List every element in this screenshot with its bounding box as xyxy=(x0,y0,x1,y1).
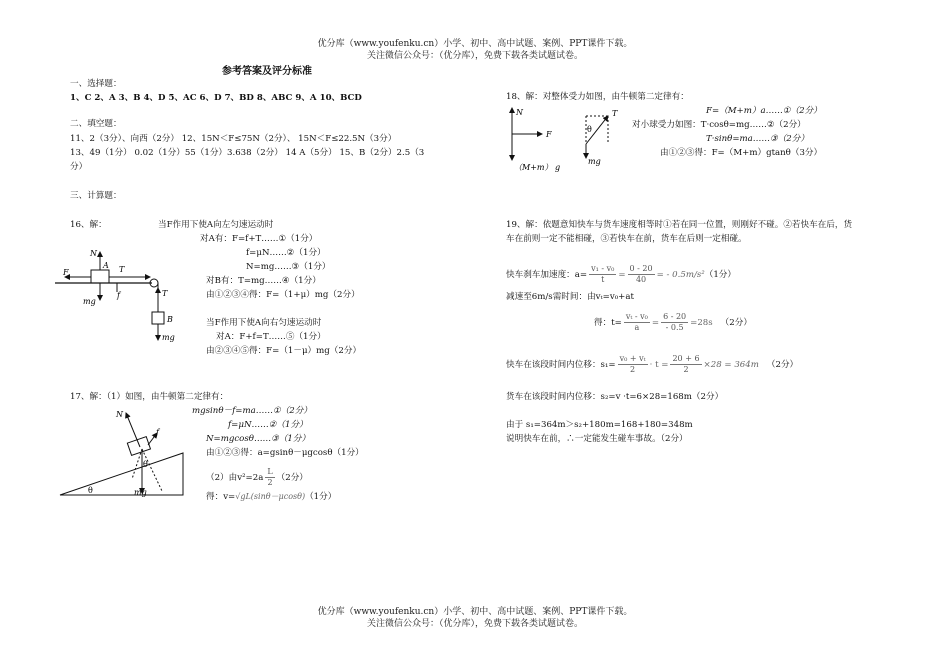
normal-arrow-17 xyxy=(126,413,140,447)
q17-line4: 由①②③得：a=gsinθ－μgcosθ（1分） xyxy=(206,448,364,458)
label-f-force: F xyxy=(63,268,69,277)
q19-accel-end: （1分） xyxy=(704,270,736,280)
q19-accel-start: 快车刹车加速度：a= xyxy=(506,270,588,280)
header-line-2: 关注微信公众号：（优分库），免费下载各类试题试卷。 xyxy=(366,51,583,61)
q17-line3: N=mgcosθ……③（1分） xyxy=(206,434,311,444)
q19-time-frac1-num: vₜ - v₀ xyxy=(625,312,648,321)
q19-accel-eq: = xyxy=(618,270,626,280)
q18-line3: T·sinθ=ma……③（2分） xyxy=(706,134,809,144)
q19-accel-frac2 xyxy=(628,264,655,285)
q19-s1-end: （2分） xyxy=(766,360,799,370)
dashed-component xyxy=(142,449,162,491)
q17-frac-den: 2 xyxy=(267,478,273,487)
footer-line-2: 关注微信公众号：（优分库），免费下载各类试题试卷。 xyxy=(366,619,583,629)
label-t: T xyxy=(119,265,125,274)
q19-conclusion: 说明快车在前，∴一定能发生碰车事故。（2分） xyxy=(506,434,688,444)
q19-time-eq: = xyxy=(651,318,660,328)
section2-line3: 分） xyxy=(70,162,88,172)
q19-s1-frac1-den: 2 xyxy=(630,365,636,374)
q19-accel xyxy=(506,264,736,285)
q17-line1: mgsinθ－f=ma……①（2分） xyxy=(192,406,312,416)
q16-label: 16、解： xyxy=(70,220,107,230)
q17-sqrt-expr: √gL(sinθ－μcosθ) xyxy=(235,492,306,501)
q19-time-result: =28s xyxy=(690,318,713,328)
q19-accel-frac1-num: v₁ - v₀ xyxy=(591,264,615,273)
section3-heading: 三、计算题： xyxy=(70,191,122,201)
block-on-incline xyxy=(127,437,150,456)
block-b xyxy=(152,312,164,324)
q17-line6-start: 得：v= xyxy=(206,492,236,502)
q16-line1: 当F作用下使A向左匀速运动时 xyxy=(158,220,274,230)
q19-time-frac2-num: 6 - 20 xyxy=(663,312,687,321)
q18-force-diagram xyxy=(500,102,635,174)
section2-line2: 13、49（1分） 0.02（1分）55（1分）3.638（2分） 14 A（5分） 15、B（2分）2.5（3 xyxy=(70,148,425,158)
q16-line9: 由②③④⑤得：F=（1－μ）mg（2分） xyxy=(206,346,362,356)
q19-s1-frac1 xyxy=(618,354,648,375)
label-mg: mg xyxy=(83,297,96,306)
q17-incline-diagram xyxy=(58,405,188,500)
q19-time-frac1 xyxy=(624,312,650,333)
q17-line6-end: （1分） xyxy=(305,492,337,502)
q19-line1: 19、解：依题意知快车与货车速度相等时①若在同一位置，则刚好不碰。②若快车在后，货 xyxy=(506,220,853,230)
block-a xyxy=(91,270,109,283)
q17-line6 xyxy=(206,492,336,503)
q18-label: 18、解：对整体受力如图，由牛顿第二定律有： xyxy=(506,92,689,102)
q19-accel-result: = - 0.5m/s² xyxy=(656,270,705,280)
q19-s1 xyxy=(506,354,798,375)
label-n: N xyxy=(90,249,97,258)
q19-line2: 车在前则一定不能相碰，③若快车在前，货车在后则一定相碰。 xyxy=(506,234,747,244)
q19-time-frac2 xyxy=(661,312,688,333)
q19-time-frac1-den: a xyxy=(634,323,640,332)
q19-s1-frac2-num: 20 + 6 xyxy=(672,354,700,363)
q17-line5-start: （2）由v²=2a xyxy=(206,473,264,483)
q17-line5 xyxy=(206,467,308,488)
q19-accel-frac1 xyxy=(589,264,616,285)
q16-line2: 对A有：F=f+T……①（1分） xyxy=(200,234,318,244)
label-theta-base: θ xyxy=(88,486,93,495)
q19-accel-frac1-den: t xyxy=(601,275,605,284)
q19-s1-start: 快车在该段时间内位移：s₁= xyxy=(506,360,616,370)
header-line-1: 优分库（www.youfenku.cn）小学、初中、高中试题、案例、PPT课件下载。 xyxy=(317,39,633,49)
section2-heading: 二、填空题： xyxy=(70,119,122,129)
q19-accel-frac2-den: 40 xyxy=(635,275,647,284)
label-n-17: N xyxy=(116,410,123,419)
page-title: 参考答案及评分标准 xyxy=(222,66,312,77)
q19-s1-mid: · t = xyxy=(649,360,669,370)
q17-line5-end: （2分） xyxy=(276,473,308,483)
q17-line2: f=μN……②（1分） xyxy=(228,420,308,430)
footer-line-1: 优分库（www.youfenku.cn）小学、初中、高中试题、案例、PPT课件下载。 xyxy=(317,607,633,617)
q16-line5: 对B有：T=mg……④（1分） xyxy=(206,276,321,286)
label-n-18: N xyxy=(516,108,523,117)
label-mg-17: mg xyxy=(134,488,147,497)
label-t2: T xyxy=(162,289,168,298)
incline xyxy=(60,453,183,495)
q19-time xyxy=(594,312,752,333)
q19-s1-frac2-den: 2 xyxy=(683,365,689,374)
label-theta-18: θ xyxy=(587,125,592,134)
q17-frac-num: L xyxy=(267,467,273,476)
q19-s2: 货车在该段时间内位移：s₂=v ·t=6×28=168m（2分） xyxy=(506,392,724,402)
q19-accel-frac2-num: 0 - 20 xyxy=(629,264,653,273)
q18-line1: F=（M+m）a……①（2分） xyxy=(706,106,822,116)
q19-s1-frac2 xyxy=(670,354,701,375)
q19-compare: 由于 s₁=364m＞s₂+180m=168+180=348m xyxy=(506,420,693,430)
q19-s1-result: ×28 = 364m xyxy=(703,360,759,370)
label-theta-inner: θ xyxy=(143,460,148,469)
q19-time-end: （2分） xyxy=(720,318,752,328)
q19-s1-frac1-num: v₀ + vₜ xyxy=(619,354,646,363)
label-f-18: F xyxy=(546,130,552,139)
q18-line4: 由①②③得：F=（M+m）gtanθ（3分） xyxy=(660,148,823,158)
section1-answers: 1、C 2、A 3、B 4、D 5、AC 6、D 7、BD 8、ABC 9、A 10、BCD xyxy=(70,93,362,103)
q19-time-start: 得：t= xyxy=(594,318,622,328)
q18-line2: 对小球受力如图：T·cosθ=mg……②（2分） xyxy=(632,120,806,130)
label-t-18: T xyxy=(612,109,618,118)
label-mm-18: （M+m） g xyxy=(514,163,561,172)
section2-line1: 11、2（3分）、向西（2分） 12、15N＜F≤75N（2分）、 15N＜F≤22.5N（3分） xyxy=(70,134,397,144)
label-mg2: mg xyxy=(162,333,175,342)
q17-label: 17、解：（1）如图，由牛顿第二定律有： xyxy=(70,392,229,402)
label-a: A xyxy=(103,261,109,270)
q16-line4: N=mg……③（1分） xyxy=(246,262,331,272)
q19-time-frac2-den: - 0.5 xyxy=(665,323,684,332)
label-f-17: f xyxy=(156,428,159,437)
q16-force-diagram xyxy=(55,240,195,350)
section1-heading: 一、选择题： xyxy=(70,79,122,89)
q16-line3: f=μN……②（1分） xyxy=(246,248,326,258)
label-b: B xyxy=(167,315,173,324)
q16-line7: 当F作用下使A向右匀速运动时 xyxy=(206,318,322,328)
q19-decel: 减速至6m/s需时间：由vₜ=v₀+at xyxy=(506,292,634,302)
q16-line8: 对A：F+f=T……⑤（1分） xyxy=(216,332,326,342)
label-friction: f xyxy=(117,291,120,300)
q16-line6: 由①②③④得：F=（1+μ）mg（2分） xyxy=(206,290,360,300)
label-mg-18: mg xyxy=(588,157,601,166)
q17-fraction xyxy=(265,467,274,488)
